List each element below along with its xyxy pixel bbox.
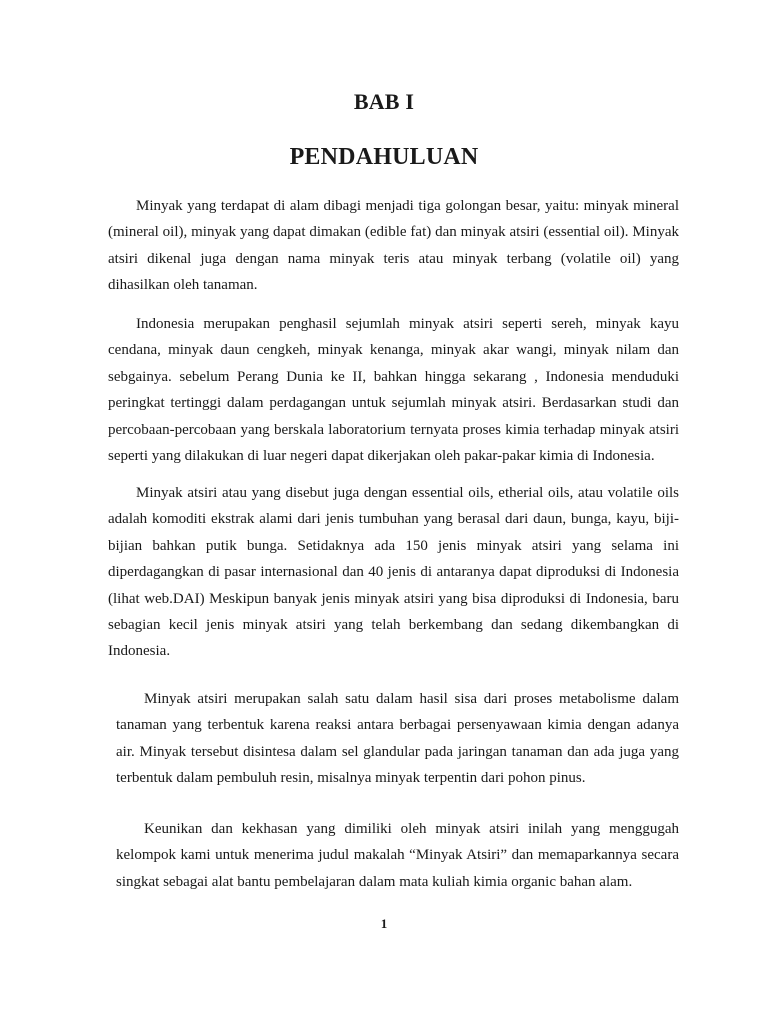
paragraph-4: Minyak atsiri merupakan salah satu dalam hasil sisa dari proses metabolisme dalam tanaman yang terbentuk karena reaksi antara berbagai persenyawaan kimia dengan adanya air. Minyak tersebut disintesa dalam sel glandular pada jaringan tanaman dan ada juga yang terbentuk dalam pembuluh resin, misalnya minyak terpentin dari pohon pinus. <box>116 691 679 787</box>
paragraph-3: Minyak atsiri atau yang disebut juga dengan essential oils, etherial oils, atau volatile oils adalah komoditi ekstrak alami dari jenis tumbuhan yang berasal dari daun, bunga, kayu, biji-bijian bahkan putik bunga. Setidaknya ada 150 jenis minyak atsiri yang selama ini diperdagangkan di pasar internasional dan 40 jenis di antaranya dapat diproduksi di Indonesia (lihat web.DAI) Meskipun banyak jenis minyak atsiri yang bisa diproduksi di Indonesia, baru sebagian kecil jenis minyak atsiri yang telah berkembang dan sedang dikembangkan di Indonesia. <box>108 485 679 660</box>
paragraph-2: Indonesia merupakan penghasil sejumlah minyak atsiri seperti sereh, minyak kayu cendana, minyak daun cengkeh, minyak kenanga, minyak akar wangi, minyak nilam dan sebgainya. sebelum Perang Dunia ke II, bahkan hingga sekarang , Indonesia menduduki peringkat tertinggi dalam perdagangan untuk sejumlah minyak atsiri. Berdasarkan studi dan percobaan-percobaan yang berskala laboratorium ternyata proses kimia terhadap minyak atsiri seperti yang dilakukan di luar negeri dapat dikerjakan oleh pakar-pakar kimia di Indonesia. <box>108 316 679 465</box>
chapter-number: BAB I <box>353 89 415 114</box>
page-number: 1 <box>380 916 388 931</box>
chapter-title: PENDAHULUAN <box>289 144 479 170</box>
paragraph-1: Minyak yang terdapat di alam dibagi menjadi tiga golongan besar, yaitu: minyak mineral (mineral oil), minyak yang dapat dimakan (edible fat) dan minyak atsiri (essential oil). Minyak atsiri dikenal juga dengan nama minyak teris atau minyak terbang (volatile oil) yang dihasilkan oleh tanaman. <box>108 198 679 294</box>
paragraph-5: Keunikan dan kekhasan yang dimiliki oleh minyak atsiri inilah yang menggugah kelompok kami untuk menerima judul makalah “Minyak Atsiri” dan memaparkannya secara singkat sebagai alat bantu pembelajaran dalam mata kuliah kimia organic bahan alam. <box>116 821 679 890</box>
